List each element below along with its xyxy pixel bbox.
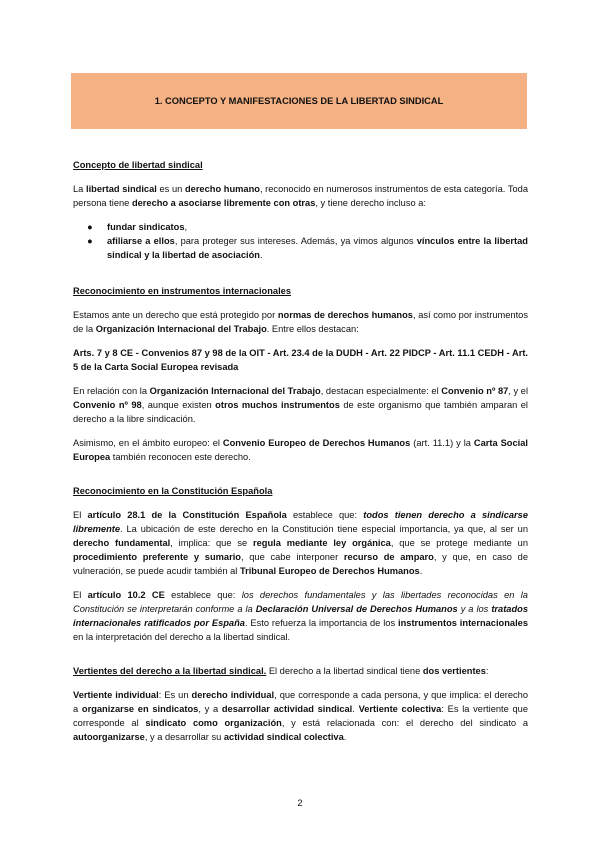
section-title-banner: [71, 73, 527, 129]
bullet-icon: ●: [87, 236, 93, 246]
rights-list: [73, 220, 528, 262]
heading-vertientes: Vertientes del derecho a la libertad sindical.: [73, 666, 267, 676]
heading-concepto: Concepto de libertad sindical: [73, 160, 203, 170]
articles-list: Arts. 7 y 8 CE - Convenios 87 y 98 de la OIT - Art. 23.4 de la DUDH - Art. 22 PIDCP - Art. 11.1 CEDH - Art. 5 de la Carta Social Europea revisada: [73, 348, 528, 372]
paragraph-europeo: Asimismo, en el ámbito europeo: el Convenio Europeo de Derechos Humanos (art. 11.1) y la Carta Social Europea también reconocen este derecho.: [73, 438, 528, 462]
paragraph-oit: En relación con la Organización Internacional del Trabajo, destacan especialmente: el Convenio nº 87, y el Convenio nº 98, aunque existen otros muchos instrumentos de este organismo que también amparan el derecho a la libre sindicación.: [73, 386, 529, 424]
page-number: 2: [297, 798, 303, 808]
paragraph-articulo-10: El artículo 10.2 CE establece que: los derechos fundamentales y las libertades reconocidas en la Constitución se interpretarán conforme a la Declaración Universal de Derechos Humanos y a los tratados internacionales ratificados por España. Esto refuerza la importancia de los instrumentos internacionales en la interpretación del derecho a la libertad sindical.: [73, 590, 529, 642]
list-item: ● fundar sindicatos,: [87, 222, 188, 232]
paragraph-vertientes-intro: Vertientes del derecho a la libertad sindical. El derecho a la libertad sindical tiene dos vertientes:: [73, 666, 489, 676]
paragraph-articulo-28: El artículo 28.1 de la Constitución Española establece que: todos tienen derecho a sindicarse libremente. La ubicación de este derecho en la Constitución tiene especial importancia, ya que, al ser un derecho fundamental, implica: que se regula mediante ley orgánica, que se protege mediante un procedimiento preferente y sumario, que cabe interponer recurso de amparo, y que, en caso de vulneración, se puede acudir también al Tribunal Europeo de Derechos Humanos.: [73, 510, 529, 576]
heading-constitucion: Reconocimiento en la Constitución Española: [73, 486, 273, 496]
bullet-icon: ●: [87, 222, 93, 232]
list-item: ● afiliarse a ellos, para proteger sus intereses. Además, ya vimos algunos vínculos entre la libertad sindical y la libertad de asociación.: [87, 236, 528, 260]
document-body: [73, 158, 528, 754]
heading-instrumentos: Reconocimiento en instrumentos internacionales: [73, 286, 292, 296]
paragraph-instrumentos: Estamos ante un derecho que está protegido por normas de derechos humanos, así como por instrumentos de la Organización Internacional del Trabajo. Entre ellos destacan:: [73, 310, 529, 334]
paragraph-concepto: La libertad sindical es un derecho humano, reconocido en numerosos instrumentos de esta categoría. Toda persona tiene derecho a asociarse libremente con otras, y tiene derecho incluso a:: [73, 184, 528, 208]
paragraph-vertientes: Vertiente individual: Es un derecho individual, que corresponde a cada persona, y que implica: el derecho a organizarse en sindicatos, y a desarrollar actividad sindical. Vertiente colectiva: Es la vertiente que corresponde al sindicato como organización, y está relacionada con: el derecho del sindicato a autoorganizarse, y a desarrollar su actividad sindical colectiva.: [73, 690, 529, 742]
section-title: 1. CONCEPTO Y MANIFESTACIONES DE LA LIBERTAD SINDICAL: [154, 96, 444, 106]
